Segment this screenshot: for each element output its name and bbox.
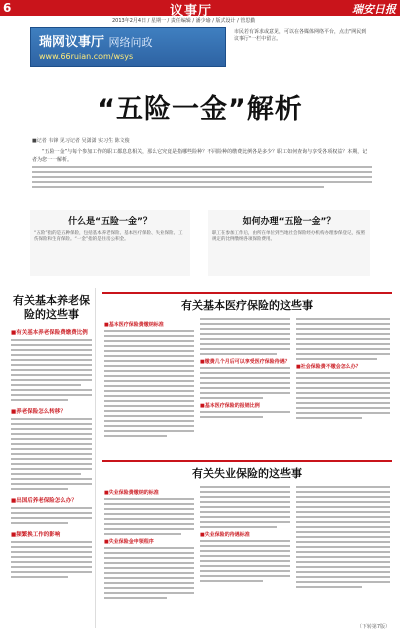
pension-title: 有关基本养老保险的这些事: [13, 294, 90, 321]
intro-how-body: 职工在参加工作后，由所在单位到当地社会保险经办机构办理参保登记，按照规定的比例缴纳各项保险费用。: [212, 231, 365, 242]
pension-sub-transfer: ■养老保险怎么转移？: [11, 409, 66, 415]
pension-text-2: [11, 418, 92, 490]
dateline: 2013年2月4日 / 星期一 / 责任编辑 / 潘少瑜 / 版式设计 / 管思勤: [112, 18, 256, 24]
banner-note: 市民若有诉求或意见，可以在各媒体网络平台，点击"网民到议事厅"一栏中留言。: [234, 29, 367, 42]
unemployment-text-5: [296, 486, 390, 588]
unemployment-col-1: [104, 486, 194, 602]
medical-title: 有关基本医疗保险的这些事: [181, 299, 313, 312]
article-lead: “五险一金”与每个参加工作的职工都息息相关，那么它究竟是指哪些险种？不同险种的缴费比例各是多少？职工如何查询与享受各项权益？本期，记者为您一一解析。: [32, 149, 368, 163]
medical-col-3: [296, 318, 390, 422]
pension-text-1: [11, 339, 92, 401]
intro-how-title: 如何办理“五险一金”？: [242, 217, 336, 227]
section-title: 议事厅: [170, 4, 213, 19]
intro-how-box: [208, 210, 370, 276]
unemployment-text-1: [104, 498, 194, 535]
medical-rule: [102, 292, 392, 294]
pension-sub-abroad: ■出国后养老保险怎么办？: [11, 498, 77, 504]
unemployment-sub-standard: ■失业保险费缴纳的标准: [104, 490, 159, 496]
forum-banner[interactable]: [30, 27, 226, 67]
unemployment-text-3: [200, 486, 290, 528]
unemployment-text-4: [200, 540, 290, 582]
unemployment-sub-procedure: ■失业保险金申领程序: [104, 539, 154, 545]
unemployment-sub-benefit: ■失业保险的待遇标准: [200, 532, 250, 538]
page-number: 6: [3, 1, 12, 15]
pension-sub-rate: ■有关基本养老保险费缴费比例: [11, 330, 88, 336]
medical-text-2: [200, 318, 290, 355]
unemployment-title: 有关失业保险的这些事: [192, 467, 302, 480]
article-headline: “五险一金”解析: [97, 94, 303, 125]
intro-what-title: 什么是“五险一金”？: [68, 217, 152, 227]
banner-title-main: 瑞网议事厅: [39, 35, 105, 50]
medical-col-2: [200, 318, 290, 421]
unemployment-text-2: [104, 547, 194, 599]
pension-sub-jobs: ■频繁换工作的影响: [11, 532, 61, 538]
medical-text-6: [296, 372, 390, 419]
medical-text-4: [200, 411, 290, 418]
continued-note: （下转第7版）: [356, 624, 390, 630]
pension-column: [8, 288, 96, 628]
banner-title: [39, 31, 153, 50]
pension-text-4: [11, 541, 92, 578]
medical-text-1: [104, 330, 194, 437]
pension-text-3: [11, 507, 92, 524]
medical-sub-waiting: ■缴费几个月后可以享受医疗保险待遇？: [200, 359, 290, 365]
medical-sub-standard: ■基本医疗保险费缴纳标准: [104, 322, 164, 328]
header-bar: [0, 0, 400, 19]
banner-url[interactable]: www.66ruian.com/wsys: [39, 52, 134, 61]
intro-what-body: “五险”指的是五种保险，包括基本养老保险、基本医疗保险、失业保险、工伤保险和生育保险。“一金”指的是住房公积金。: [34, 231, 183, 242]
unemployment-rule: [102, 460, 392, 462]
medical-text-5: [296, 318, 390, 360]
banner-title-sub: 网络问政: [108, 36, 153, 49]
medical-col-1: [104, 318, 194, 440]
unemployment-col-3: [296, 486, 390, 591]
intro-what-box: [30, 210, 190, 276]
medical-text-3: [200, 367, 290, 399]
paper-logo: 瑞安日报: [352, 3, 396, 16]
medical-sub-unpaid: ■社会保险费不缴会怎么办？: [296, 364, 361, 370]
medical-sub-ratio: ■基本医疗保险的报销比例: [200, 403, 260, 409]
lead-text-body: [32, 166, 372, 191]
unemployment-col-2: [200, 486, 290, 585]
article-byline: ■记者 韦锋 见习记者 吴潇潇 实习生 陈文俊: [32, 138, 130, 144]
